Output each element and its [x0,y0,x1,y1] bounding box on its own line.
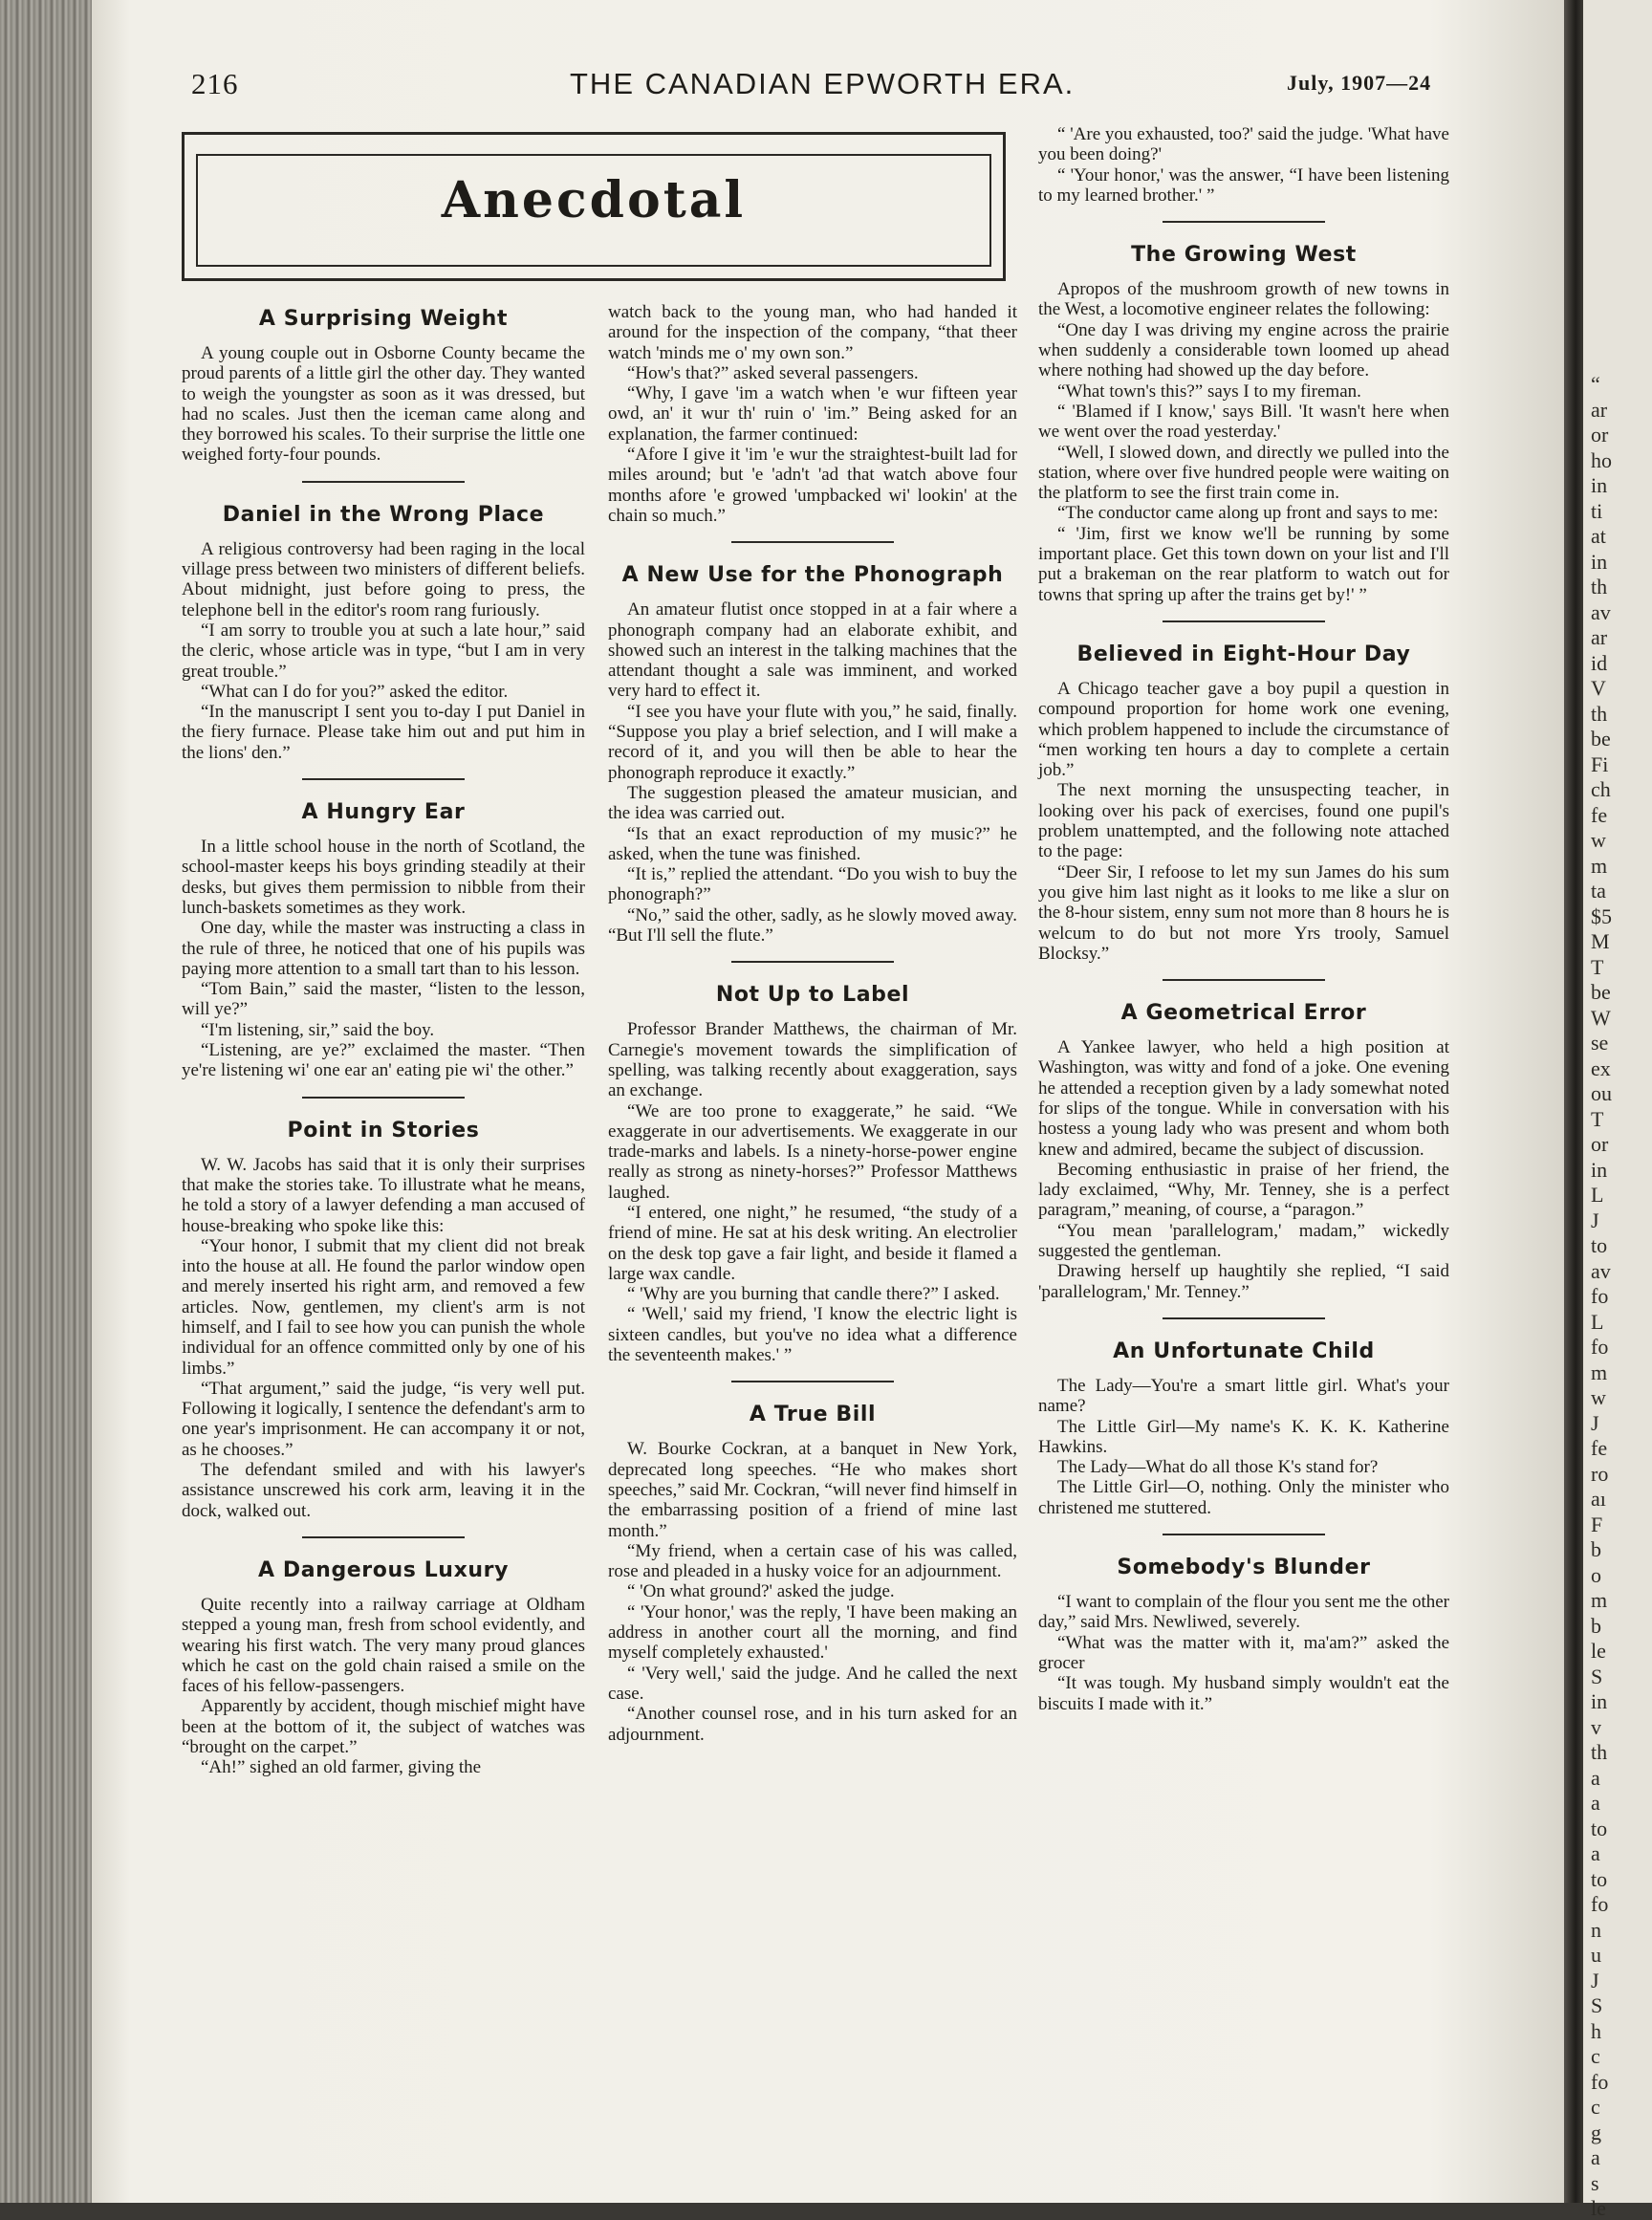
paragraph: An amateur flutist once stopped in at a fair where a phonograph company had an elaborate exhibit, and showed such an interest in the talking machines that the attendant thought a sale was imminent, and worked very hard to effect it. [608,599,1017,702]
paragraph: “I see you have your flute with you,” he said, finally. “Suppose you play a brief selection, and I will make a record of it, and you will then be able to hear the phonograph reproduce it exactly.” [608,701,1017,783]
article-title: A Hungry Ear [301,800,466,825]
adjacent-page-fragment: to [1591,1817,1608,1840]
adjacent-page-fragment: u [1591,1943,1601,1967]
article-divider [1163,1534,1325,1535]
article-title: Not Up to Label [715,983,910,1008]
adjacent-page-fragment: to [1591,1233,1608,1257]
adjacent-page-fragment: be [1591,980,1611,1004]
adjacent-page-fragment: se [1591,1031,1609,1055]
page-number: 216 [191,67,239,100]
paragraph: “The conductor came along up front and says to me: [1057,503,1439,524]
paragraph: “Your honor, I submit that my client did not break into the house at all. He found the parlor window open and merely inserted his right arm, and removed a few articles. Now, gentlemen, my client's arm is not himself, and I fail to see how you can punish the whole individual for an offence committed only by one of his limbs.” [182,1235,585,1379]
adjacent-page-fragment: m [1591,1360,1608,1384]
paragraph: The suggestion pleased the amateur musician, and the idea was carried out. [608,782,1017,824]
paragraph: Quite recently into a railway carriage at Oldham stepped a young man, fresh from school evidently, and wearing his first watch. The very many proud glances which he cast on the gold chain raised a smile on the faces of his fellow-passengers. [182,1594,585,1697]
paragraph: “We are too prone to exaggerate,” he said. “We exaggerate in our advertisements. We exaggerate in our trade-marks and labels. Is a ninety-horse-power engine really as strong as ninety-horses?” Professor Matthews laughed. [608,1100,1017,1203]
adjacent-page-fragment: T [1591,955,1604,979]
adjacent-page-fragment: m [1591,1588,1608,1612]
adjacent-page-fragment: L [1591,1310,1604,1334]
adjacent-page-fragment: ou [1591,1081,1612,1105]
paragraph: Becoming enthusiastic in praise of her friend, the lady exclaimed, “Why, Mr. Tenney, she is a perfect paragram,” meaning, of course, a “paragon.” [1038,1159,1449,1221]
article-divider [1163,221,1325,223]
book-binding-edge [0,0,92,2203]
adjacent-page-fragment: to [1591,1867,1608,1891]
article-divider [302,778,465,780]
article-title: A Surprising Weight [258,307,509,331]
paragraph: “I'm listening, sir,” said the boy. [201,1019,435,1040]
paragraph: “What town's this?” says I to my fireman. [1057,381,1361,402]
article-divider [302,1097,465,1099]
adjacent-page-fragment: J [1591,1208,1599,1232]
adjacent-page-edge [1583,0,1652,2220]
section-title-box [182,132,1006,281]
adjacent-page-fragment: ro [1591,1462,1609,1486]
adjacent-page-fragment: ta [1591,879,1606,903]
adjacent-page-fragment: ar [1591,625,1608,649]
adjacent-page-fragment: or [1591,1132,1609,1156]
paragraph: The next morning the unsuspecting teacher, in looking over his pack of exercises, found one pupil's problem unattempted, and the following note attached to the page: [1038,780,1449,862]
column-1 [182,306,585,1778]
paragraph: watch back to the young man, who had handed it around for the inspection of the company, “that theer watch 'minds me o' my own son.” [608,302,1017,363]
adjacent-page-fragment: av [1591,1259,1611,1283]
paragraph: “ 'Your honor,' was the answer, “I have been listening to my learned brother.' ” [1038,164,1449,206]
adjacent-page-fragment: J [1591,1969,1599,1992]
adjacent-page-fragment: in [1591,1158,1608,1182]
paragraph: “ 'Jim, first we know we'll be running by some important place. Get this town down on your list and I'll put a brakeman on the rear platform to watch out for towns that spring up after the trains get by!' ” [1038,523,1449,605]
adjacent-page-fragment: fe [1591,803,1608,827]
paragraph: “ 'Well,' said my friend, 'I know the electric light is sixteen candles, but you've no idea what a difference the seventeenth makes.' ” [608,1304,1017,1366]
paragraph: The Lady—What do all those K's stand for? [1057,1457,1379,1478]
article-divider [302,1536,465,1538]
column-3 [1038,124,1449,1714]
adjacent-page-fragment: ar [1591,398,1608,422]
paragraph: A Chicago teacher gave a boy pupil a question in compound proportion for home work one evening, which problem happened to include the circumstance of “men working ten hours a day to complete a certain job.” [1038,678,1449,781]
adjacent-page-fragment: w [1591,828,1606,852]
adjacent-page-fragment: T [1591,1107,1604,1131]
adjacent-page-fragment: b [1591,1537,1601,1561]
adjacent-page-fragment: at [1591,524,1606,548]
adjacent-page-fragment: th [1591,1740,1608,1764]
paragraph: “I entered, one night,” he resumed, “the study of a friend of mine. He sat at his desk writing. An electrolier on the desk top gave a fair light, and beside it flamed a large wax candle. [608,1202,1017,1284]
paragraph: “ 'Your honor,' was the reply, 'I have been making an address in another court all the morning, and find myself completely exhausted.' [608,1601,1017,1664]
adjacent-page-fragment: aı [1591,1487,1606,1511]
paragraph: “Afore I give it 'im 'e wur the straightest-built lad for miles around; but 'e 'adn't 'ad that watch above four months afore 'e growed 'umpbacked wi' lookin' at the chain so much.” [608,445,1017,526]
paragraph: “ 'Very well,' said the judge. And he called the next case. [608,1663,1017,1704]
paragraph: Drawing herself up haughtily she replied, “I said 'parallelogram,' Mr. Tenney.” [1038,1261,1449,1302]
adjacent-page-fragment: V [1591,676,1606,700]
adjacent-page-fragment: “ [1591,372,1600,396]
adjacent-page-fragment: Fi [1591,752,1609,776]
issue-date: July, 1907—24 [1287,71,1432,95]
article-title: A New Use for the Phonograph [621,563,1004,588]
paragraph: “You mean 'parallelogram,' madam,” wickedly suggested the gentleman. [1038,1220,1449,1262]
paragraph: Apropos of the mushroom growth of new towns in the West, a locomotive engineer relates the following: [1038,279,1449,320]
paragraph: The Little Girl—O, nothing. Only the minister who christened me stuttered. [1038,1477,1449,1518]
article-divider [1163,1317,1325,1319]
article-divider [302,481,465,483]
paragraph: “Well, I slowed down, and directly we pulled into the station, where over five hundred people were waiting on the platform to see the first train come in. [1038,442,1449,504]
article-title: An Unfortunate Child [1113,1339,1375,1363]
paragraph: “ 'Are you exhausted, too?' said the judge. 'What have you been doing?' [1038,124,1449,165]
adjacent-page-fragment: le [1591,2196,1606,2220]
paragraph: “I want to complain of the flour you sent me the other day,” said Mrs. Newliwed, severely. [1038,1592,1449,1633]
paragraph: The defendant smiled and with his lawyer's assistance unscrewed his cork arm, leaving it in the dock, walked out. [182,1460,585,1521]
article-title: The Growing West [1131,243,1357,268]
article-title: Point in Stories [287,1118,480,1143]
adjacent-page-fragment: th [1591,575,1608,599]
adjacent-page-fragment: a [1591,2145,1600,2169]
adjacent-page-fragment: in [1591,473,1608,497]
adjacent-page-fragment: fe [1591,1436,1608,1460]
paragraph: “How's that?” asked several passengers. [627,362,919,383]
adjacent-page-fragment: fo [1591,2070,1609,2094]
adjacent-page-fragment: S [1591,1993,1603,2017]
paragraph: “ 'Why are you burning that candle there?” I asked. [627,1284,1000,1305]
adjacent-page-fragment: c [1591,2095,1600,2119]
adjacent-page-fragment: m [1591,854,1608,878]
article-divider [731,1381,894,1382]
adjacent-page-fragment: fo [1591,1892,1609,1916]
paragraph: “Is that an exact reproduction of my music?” he asked, when the tune was finished. [608,823,1017,864]
adjacent-page-fragment: $5 [1591,904,1612,928]
paragraph: A religious controversy had been raging in the local village press between two ministers of different beliefs. About midnight, just before going to press, the telephone bell in the editor's room rang furiously. [182,538,585,620]
article-divider [731,541,894,543]
paragraph: “One day I was driving my engine across the prairie when suddenly a considerable town loomed up ahead where nothing had showed up the day before. [1038,319,1449,381]
adjacent-page-fragment: ti [1591,499,1603,523]
adjacent-page-fragment: in [1591,1689,1608,1713]
adjacent-page-fragment: ch [1591,777,1611,801]
section-title: Anecdotal [441,171,747,229]
adjacent-page-fragment: or [1591,423,1609,446]
adjacent-page-fragment: o [1591,1563,1601,1587]
adjacent-page-fragment: in [1591,550,1608,574]
adjacent-page-fragment: S [1591,1665,1603,1688]
adjacent-page-fragment: J [1591,1411,1599,1435]
article-title: A True Bill [749,1403,877,1427]
paragraph: “Deer Sir, I refoose to let my sun James do his sum you give him last night as it looks to me like a slur on the 8-hour sistem, enny sum not more than 8 hours he is welcum to do but not more Yrs trooly, Samuel Blocksy.” [1038,861,1449,964]
paragraph: “That argument,” said the judge, “is very well put. Following it logically, I sentence the defendant's arm to one year's imprisonment. He can accompany it or not, as he chooses.” [182,1378,585,1460]
adjacent-page-fragment: g [1591,2121,1601,2144]
paragraph: Apparently by accident, though mischief might have been at the bottom of it, the subject of watches was “brought on the carpet.” [182,1696,585,1758]
adjacent-page-fragment: h [1591,2019,1601,2043]
paragraph: A Yankee lawyer, who held a high position at Washington, was witty and fond of a joke. One evening he attended a reception given by a lady somewhat noted for slips of the tongue. While in conversation with his hostess a young lady who was present and whom both knew and admired, became the subject of discussion. [1038,1037,1449,1160]
paragraph: In a little school house in the north of Scotland, the school-master keeps his boys grinding steadily at their desks, but gives them permission to nibble from their lunch-baskets sometimes as they work. [182,837,585,918]
paragraph: One day, while the master was instructing a class in the rule of three, he noticed that one of his pupils was paying more attention to a small tart than to his lesson. [182,918,585,979]
adjacent-page-fragment: a [1591,1791,1600,1815]
adjacent-page-fragment: F [1591,1513,1603,1536]
paragraph: “What was the matter with it, ma'am?” asked the grocer [1038,1632,1449,1673]
paragraph: Professor Brander Matthews, the chairman of Mr. Carnegie's movement towards the simplification of spelling, was talking recently about exaggeration, says an exchange. [608,1019,1017,1101]
paragraph: “It was tough. My husband simply wouldn't eat the biscuits I made with it.” [1038,1673,1449,1714]
article-divider [731,961,894,963]
paragraph: “Another counsel rose, and in his turn asked for an adjournment. [608,1704,1017,1745]
paragraph: “In the manuscript I sent you to-day I put Daniel in the fiery furnace. Please take him out and put him in the lions' den.” [182,702,585,763]
adjacent-page-fragment: av [1591,600,1611,624]
article-divider [1163,979,1325,981]
paragraph: “Ah!” sighed an old farmer, giving the [201,1757,482,1778]
adjacent-page-fragment: M [1591,929,1610,953]
paragraph: “My friend, when a certain case of his was called, rose and pleaded in a husky voice for an adjournment. [608,1540,1017,1582]
adjacent-page-fragment: ex [1591,1056,1611,1080]
paragraph: The Lady—You're a smart little girl. What's your name? [1038,1375,1449,1417]
adjacent-page-fragment: s [1591,2171,1599,2195]
paragraph: A young couple out in Osborne County became the proud parents of a little girl the other day. They wanted to weigh the youngster as soon as it was dressed, but had no scales. Just then the iceman came along and they borrowed his scales. To their surprise the little one weighed forty-four pounds. [182,343,585,466]
adjacent-page-fragment: ho [1591,448,1612,472]
article-divider [1163,620,1325,622]
article-title: Believed in Eight-Hour Day [1076,642,1411,666]
adjacent-page-fragment: b [1591,1614,1601,1638]
paragraph: “It is,” replied the attendant. “Do you wish to buy the phonograph?” [608,864,1017,905]
paragraph: “Listening, are ye?” exclaimed the master. “Then ye're listening wi' one ear an' eating pie wi' the other.” [182,1040,585,1081]
paragraph: W. Bourke Cockran, at a banquet in New York, deprecated long speeches. “He who makes short speeches,” said Mr. Cockran, “will never find himself in the embarrassing position of a friend of mine last month.” [608,1439,1017,1541]
adjacent-page-fragment: fo [1591,1335,1609,1359]
adjacent-page-fragment: th [1591,702,1608,726]
column-2 [608,302,1017,1745]
article-title: A Geometrical Error [1120,1001,1367,1026]
adjacent-page-fragment: w [1591,1385,1606,1409]
adjacent-page-fragment: a [1591,1766,1600,1790]
article-title: A Dangerous Luxury [257,1557,510,1582]
article-title: Daniel in the Wrong Place [222,502,545,527]
adjacent-page-fragment: L [1591,1183,1604,1207]
publication-title: THE CANADIAN EPWORTH ERA. [570,67,1076,100]
paragraph: “ 'On what ground?' asked the judge. [627,1581,895,1602]
adjacent-page-fragment: n [1591,1918,1601,1942]
paragraph: “I am sorry to trouble you at such a late hour,” said the cleric, whose article was in type, “but I am in very great trouble.” [182,620,585,682]
adjacent-page-fragment: a [1591,1841,1600,1865]
paragraph: The Little Girl—My name's K. K. K. Katherine Hawkins. [1038,1416,1449,1457]
adjacent-page-fragment: id [1591,651,1608,675]
book-gutter [1564,0,1583,2203]
paragraph: W. W. Jacobs has said that it is only their surprises that make the stories take. To illustrate what he means, he told a story of a lawyer defending a man accused of house-breaking who spoke like this: [182,1154,585,1236]
paragraph: “Tom Bain,” said the master, “listen to the lesson, will ye?” [182,979,585,1020]
paragraph: “What can I do for you?” asked the editor. [201,681,509,702]
adjacent-page-fragment: le [1591,1639,1606,1663]
paragraph: “Why, I gave 'im a watch when 'e wur fifteen year owd, an' it wur th' ruin o' 'im.” Being asked for an explanation, the farmer continued: [608,383,1017,445]
article-title: Somebody's Blunder [1117,1556,1371,1580]
adjacent-page-fragment: be [1591,727,1611,751]
paragraph: “ 'Blamed if I know,' says Bill. 'It wasn't here when we went over the road yesterday.' [1038,401,1449,443]
adjacent-page-fragment: c [1591,2044,1600,2068]
adjacent-page-fragment: W [1591,1006,1611,1030]
paragraph: “No,” said the other, sadly, as he slowly moved away. “But I'll sell the flute.” [608,904,1017,947]
adjacent-page-fragment: v [1591,1715,1601,1739]
adjacent-page-fragment: fo [1591,1284,1609,1308]
